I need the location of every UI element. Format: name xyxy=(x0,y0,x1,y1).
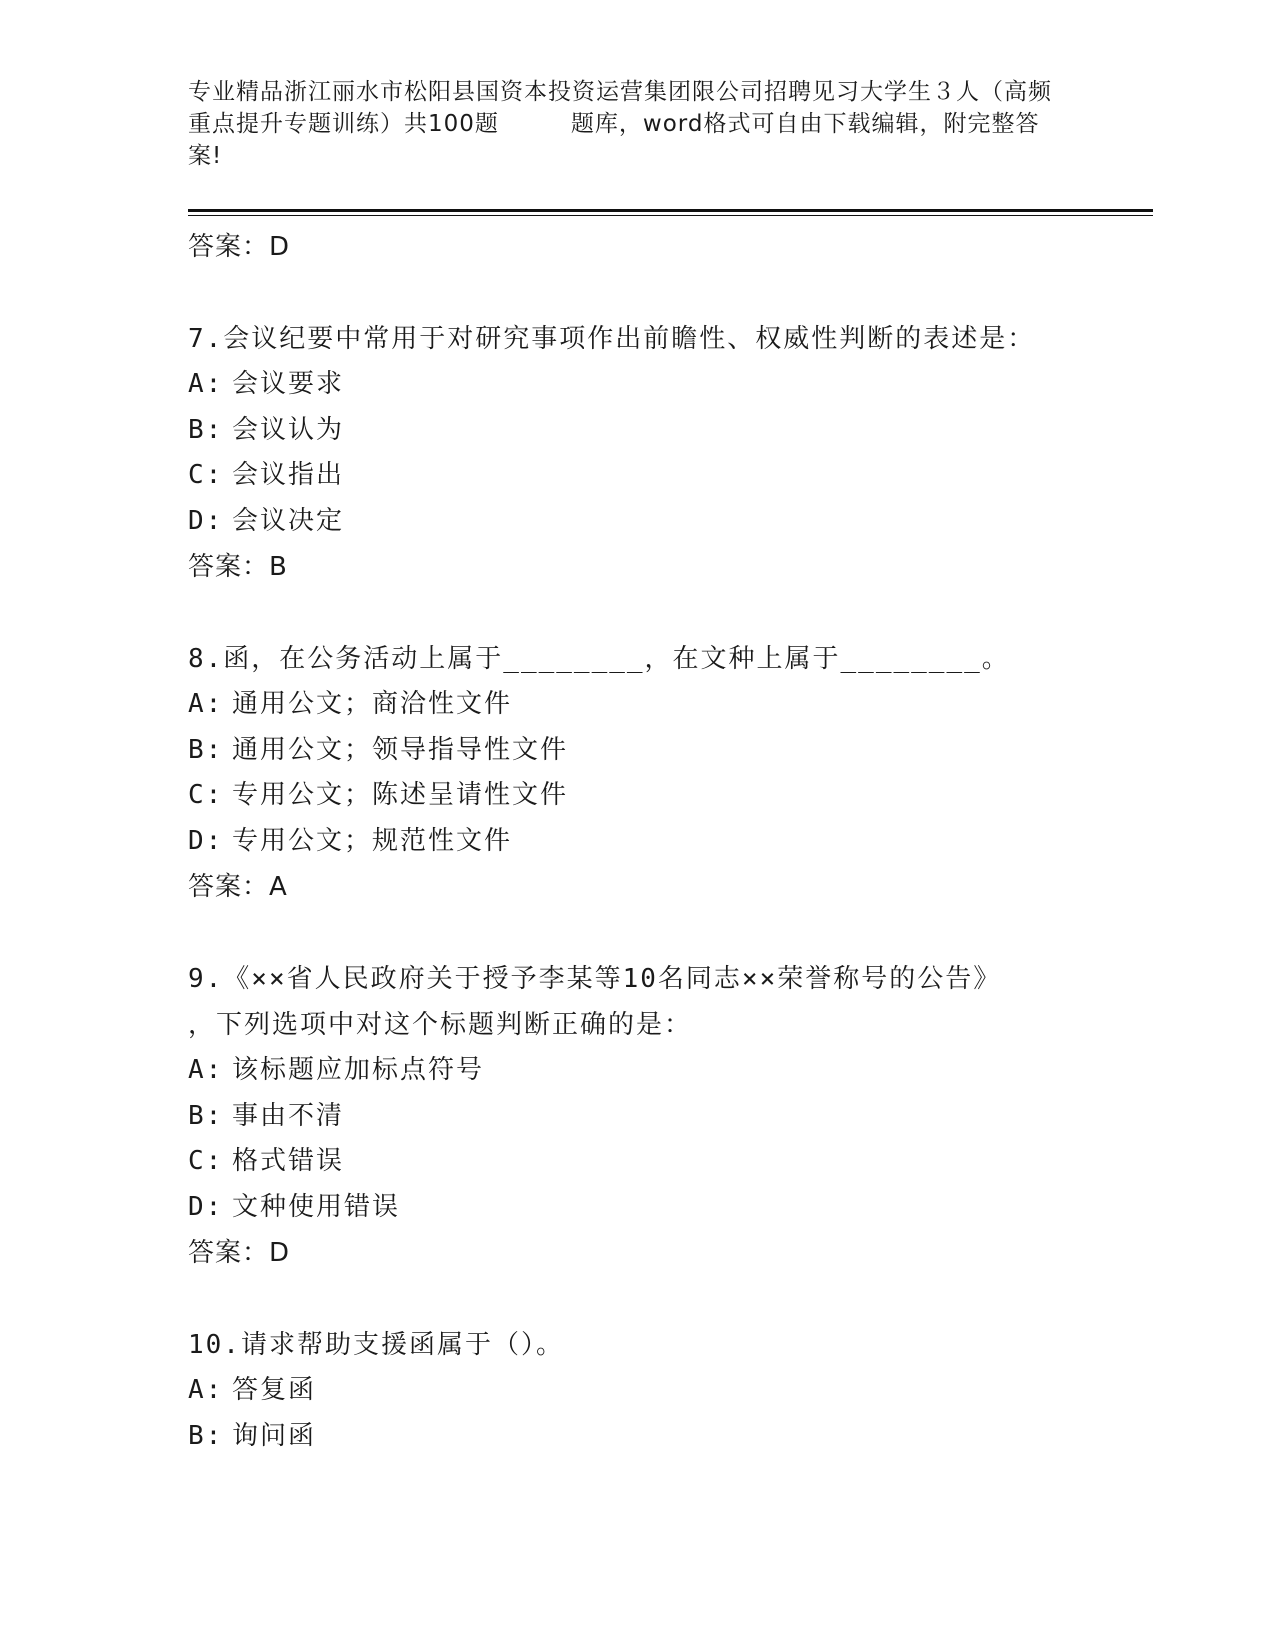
document-header xyxy=(188,76,1088,172)
option-text: 通用公文；商洽性文件 xyxy=(232,689,513,719)
header-line-3: 案! xyxy=(188,143,223,169)
option-text: 事由不清 xyxy=(232,1100,345,1131)
question-text-continued: ，下列选项中对这个标题判断正确的是： xyxy=(188,1010,693,1040)
option-a xyxy=(188,362,1148,408)
option-c xyxy=(188,453,1148,499)
question-text: 8.函，在公务活动上属于________，在文种上属于________。 xyxy=(188,644,1010,674)
option-text: 专用公文；陈述呈请性文件 xyxy=(232,780,569,810)
option-a xyxy=(188,682,1148,728)
option-text: 文种使用错误 xyxy=(232,1191,401,1222)
option-text: 会议认为 xyxy=(232,414,345,445)
option-key: A: xyxy=(188,369,224,399)
header-divider-thin xyxy=(188,215,1153,216)
option-a xyxy=(188,1048,1148,1094)
answer-line: 答案：D xyxy=(188,1238,291,1268)
option-key: A: xyxy=(188,689,224,719)
option-d xyxy=(188,1185,1148,1231)
option-key: B: xyxy=(188,734,224,765)
option-b xyxy=(188,1414,1148,1460)
option-key: C: xyxy=(188,460,224,490)
option-d xyxy=(188,499,1148,545)
option-text: 格式错误 xyxy=(232,1146,345,1176)
option-text: 答复函 xyxy=(232,1375,317,1405)
question-block xyxy=(188,1322,1148,1459)
previous-answer: 答案：D xyxy=(188,232,291,262)
option-key: B: xyxy=(188,1100,224,1131)
option-text: 专用公文；规范性文件 xyxy=(232,825,513,856)
option-text: 会议指出 xyxy=(232,460,345,490)
option-b xyxy=(188,1094,1148,1140)
option-key: C: xyxy=(188,1146,224,1176)
option-key: D: xyxy=(188,505,224,536)
option-text: 询问函 xyxy=(232,1420,317,1451)
answer-line: 答案：A xyxy=(188,872,288,902)
option-key: A: xyxy=(188,1055,224,1085)
question-text: 9.《××省人民政府关于授予李某等10名同志××荣誉称号的公告》 xyxy=(188,964,1002,994)
header-line-2-part-a: 重点提升专题训练）共100题 xyxy=(188,111,499,137)
header-divider-thick xyxy=(188,209,1153,212)
question-text: 7.会议纪要中常用于对研究事项作出前瞻性、权威性判断的表述是： xyxy=(188,324,1036,354)
option-b xyxy=(188,408,1148,454)
option-text: 会议要求 xyxy=(232,369,345,399)
option-d xyxy=(188,819,1148,865)
answer-line: 答案：B xyxy=(188,552,288,582)
option-key: B: xyxy=(188,1420,224,1451)
question-block xyxy=(188,316,1148,590)
option-key: D: xyxy=(188,1191,224,1222)
question-block xyxy=(188,956,1148,1276)
option-key: B: xyxy=(188,414,224,445)
header-line-2-part-b: 题库，word格式可自由下载编辑，附完整答 xyxy=(570,111,1040,137)
option-key: D: xyxy=(188,825,224,856)
option-key: C: xyxy=(188,780,224,810)
option-a xyxy=(188,1368,1148,1414)
option-text: 该标题应加标点符号 xyxy=(232,1055,485,1085)
question-list xyxy=(188,224,1148,1459)
option-c xyxy=(188,773,1148,819)
question-block xyxy=(188,636,1148,910)
option-key: A: xyxy=(188,1375,224,1405)
header-line-1: 专业精品浙江丽水市松阳县国资本投资运营集团限公司招聘见习大学生３人（高频 xyxy=(188,79,1052,105)
option-c xyxy=(188,1139,1148,1185)
header-line-2 xyxy=(188,108,1088,140)
option-b xyxy=(188,728,1148,774)
option-text: 通用公文；领导指导性文件 xyxy=(232,734,569,765)
option-text: 会议决定 xyxy=(232,505,345,536)
question-text: 10.请求帮助支援函属于（）。 xyxy=(188,1330,564,1360)
